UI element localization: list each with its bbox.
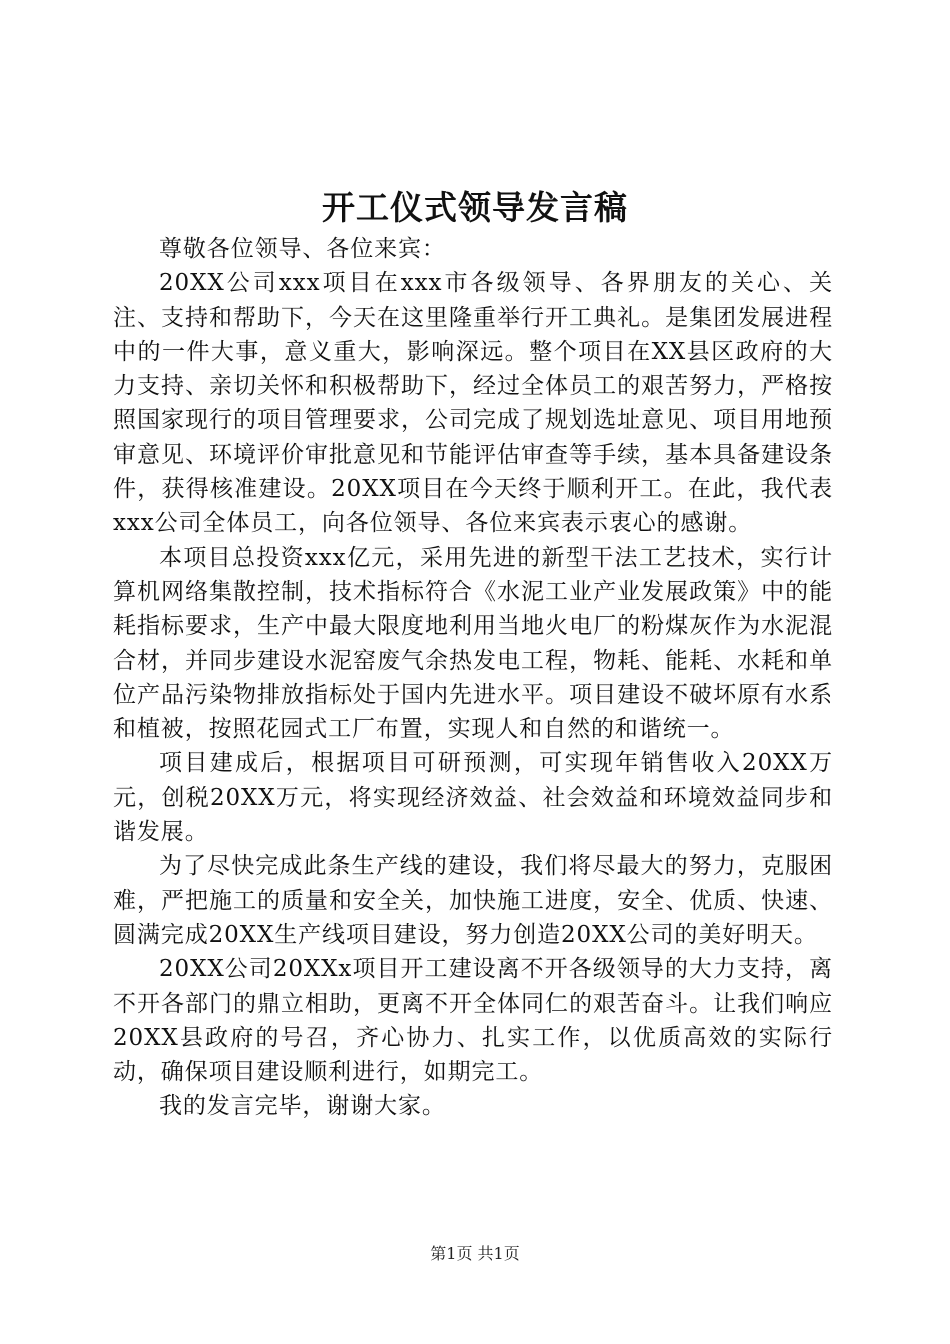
page-footer: 第1页 共1页: [430, 1244, 520, 1263]
salutation: 尊敬各位领导、各位来宾：: [159, 236, 446, 262]
document-body: [113, 232, 833, 1124]
document-title: 开工仪式领导发言稿: [322, 188, 628, 227]
paragraph-closing: 我的发言完毕，谢谢大家。: [159, 1093, 446, 1120]
paragraph-appeal: 20XX公司20XXx项目开工建设离不开各级领导的大力支持，离不开各部门的鼎立相助，更离不开全体同仁的艰苦奋斗。让我们响应20XX县政府的号召，齐心协力、扎实工作，以优质高效的实际行动，确保项目建设顺利进行，如期完工。: [113, 956, 833, 1086]
paragraph-commitment: 为了尽快完成此条生产线的建设，我们将尽最大的努力，克服困难，严把施工的质量和安全关，加快施工进度，安全、优质、快速、圆满完成20XX生产线项目建设，努力创造20XX公司的美好明天。: [113, 853, 833, 948]
paragraph-investment: 本项目总投资xxx亿元，采用先进的新型干法工艺技术，实行计算机网络集散控制，技术指标符合《水泥工业产业发展政策》中的能耗指标要求，生产中最大限度地利用当地火电厂的粉煤灰作为水泥混合材，并同步建设水泥窑废气余热发电工程，物耗、能耗、水耗和单位产品污染物排放指标处于国内先进水平。项目建设不破坏原有水系和植被，按照花园式工厂布置，实现人和自然的和谐统一。: [113, 544, 833, 743]
paragraph-benefits: 项目建成后，根据项目可研预测，可实现年销售收入20XX万元，创税20XX万元，将实现经济效益、社会效益和环境效益同步和谐发展。: [113, 750, 833, 846]
paragraph-opening: 20XX公司xxx项目在xxx市各级领导、各界朋友的关心、关注、支持和帮助下，今天在这里隆重举行开工典礼。是集团发展进程中的一件大事，意义重大，影响深远。整个项目在XX县区政府的大力支持、亲切关怀和积极帮助下，经过全体员工的艰苦努力，严格按照国家现行的项目管理要求，公司完成了规划选址意见、项目用地预审意见、环境评价审批意见和节能评估审查等手续，基本具备建设条件，获得核准建设。20XX项目在今天终于顺利开工。在此，我代表xxx公司全体员工，向各位领导、各位来宾表示衷心的感谢。: [113, 270, 833, 537]
